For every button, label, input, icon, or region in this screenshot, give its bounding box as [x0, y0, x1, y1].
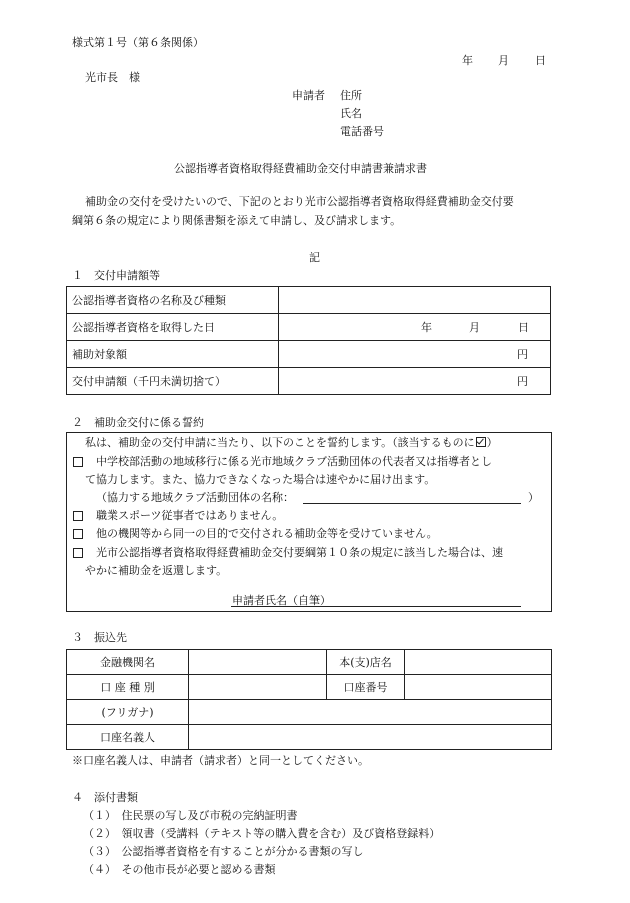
form-number: 様式第１号（第６条関係） [72, 36, 204, 49]
intro-line-1: 補助金の交付を受けたいので、下記のとおり光市公認指導者資格取得経費補助金交付要 [85, 195, 514, 208]
checkbox-icon[interactable] [73, 457, 83, 467]
table-row [67, 341, 551, 368]
table-row [67, 314, 551, 341]
pledge-item1-line1: 中学校部活動の地域移行に係る光市地域クラブ活動団体の代表者又は指導者とし [96, 455, 492, 468]
attachment-item: （３） 公認指導者資格を有することが分かる書類の写し [83, 845, 364, 858]
account-type-field[interactable] [189, 675, 327, 700]
table-row [67, 368, 551, 395]
requested-amount-field[interactable] [279, 368, 551, 395]
pledge-item4-line2: やかに補助金を返還します。 [85, 564, 228, 577]
bank-name-field[interactable] [189, 650, 327, 675]
pledge-lead-end: ） [486, 436, 498, 449]
account-holder-field[interactable] [189, 725, 552, 750]
account-number-field[interactable] [405, 675, 552, 700]
furigana-field[interactable] [189, 700, 552, 725]
pledge-lead-text: 私は、補助金の交付申請に当たり、以下のことを誓約します。（該当するものに [85, 436, 475, 449]
section2-heading: ２ 補助金交付に係る誓約 [72, 416, 204, 429]
club-name-underline[interactable] [303, 503, 521, 504]
account-holder-label: 口座名義人 [67, 725, 189, 750]
furigana-label: (フリガナ) [67, 700, 189, 725]
acquisition-month: 月 [469, 321, 480, 334]
pledge-item1-line3-end: ） [528, 491, 539, 504]
page-title: 公認指導者資格取得経費補助金交付申請書兼請求書 [174, 162, 427, 175]
section3-heading: ３ 振込先 [72, 631, 127, 644]
signature-label: 申請者氏名（自筆） [232, 594, 331, 607]
pledge-item2: 職業スポーツ従事者ではありません。 [96, 509, 284, 522]
pledge-item1-line3: （協力する地域クラブ活動団体の名称： [96, 491, 294, 504]
application-amount-table [66, 286, 551, 395]
pledge-item3: 他の機関等から同一の目的で交付される補助金等を受けていません。 [96, 527, 438, 540]
pledge-item4-line1: 光市公認指導者資格取得経費補助金交付要綱第１０条の規定に該当した場合は、速 [96, 546, 503, 559]
ki-label: 記 [309, 251, 320, 264]
branch-name-label: 本(支)店名 [327, 650, 405, 675]
section4-heading: ４ 添付書類 [72, 791, 138, 804]
name-label: 氏名 [340, 107, 362, 120]
acquisition-year: 年 [421, 321, 432, 334]
checkbox-icon[interactable] [73, 511, 83, 521]
account-holder-note: ※口座名義人は、申請者（請求者）と同一としてください。 [72, 754, 369, 767]
yen-unit: 円 [517, 347, 528, 361]
addressee: 光市長 様 [85, 71, 140, 84]
checkbox-icon[interactable] [73, 529, 83, 539]
date-month-label: 月 [498, 54, 509, 67]
attachment-item: （４） その他市長が必要と認める書類 [83, 863, 276, 876]
acquisition-day: 日 [518, 321, 529, 334]
date-day-label: 日 [535, 54, 546, 67]
signature-underline[interactable] [231, 606, 521, 607]
bank-transfer-table [66, 649, 552, 750]
acquisition-date-field[interactable] [279, 314, 551, 341]
date-year-label: 年 [462, 54, 473, 67]
eligible-amount-field[interactable] [279, 341, 551, 368]
qualification-name-label: 公認指導者資格の名称及び種類 [67, 287, 279, 314]
table-row [67, 700, 552, 725]
checkbox-icon[interactable] [73, 548, 83, 558]
attachment-item: （１） 住民票の写し及び市税の完納証明書 [83, 809, 298, 822]
qualification-name-field[interactable] [279, 287, 551, 314]
phone-label: 電話番号 [340, 125, 384, 138]
pledge-item1-line2: て協力します。また、協力できなくなった場合は速やかに届け出ます。 [85, 473, 436, 486]
table-row [67, 650, 552, 675]
intro-line-2: 綱第６条の規定により関係書類を添えて申請し、及び請求します。 [72, 214, 402, 227]
account-type-label: 口 座 種 別 [67, 675, 189, 700]
yen-unit: 円 [517, 374, 528, 388]
requested-amount-label: 交付申請額（千円未満切捨て） [67, 368, 279, 395]
table-row [67, 675, 552, 700]
pledge-lead [85, 437, 498, 448]
branch-name-field[interactable] [405, 650, 552, 675]
account-number-label: 口座番号 [327, 675, 405, 700]
bank-name-label: 金融機関名 [67, 650, 189, 675]
table-row [67, 287, 551, 314]
acquisition-date-label: 公認指導者資格を取得した日 [67, 314, 279, 341]
table-row [67, 725, 552, 750]
attachment-item: （２） 領収書（受講料（テキスト等の購入費を含む）及び資格登録料） [83, 827, 441, 840]
eligible-amount-label: 補助対象額 [67, 341, 279, 368]
applicant-label: 申請者 [292, 89, 325, 102]
section1-heading: １ 交付申請額等 [72, 269, 160, 282]
checked-box-icon [476, 437, 486, 447]
address-label: 住所 [340, 89, 362, 102]
